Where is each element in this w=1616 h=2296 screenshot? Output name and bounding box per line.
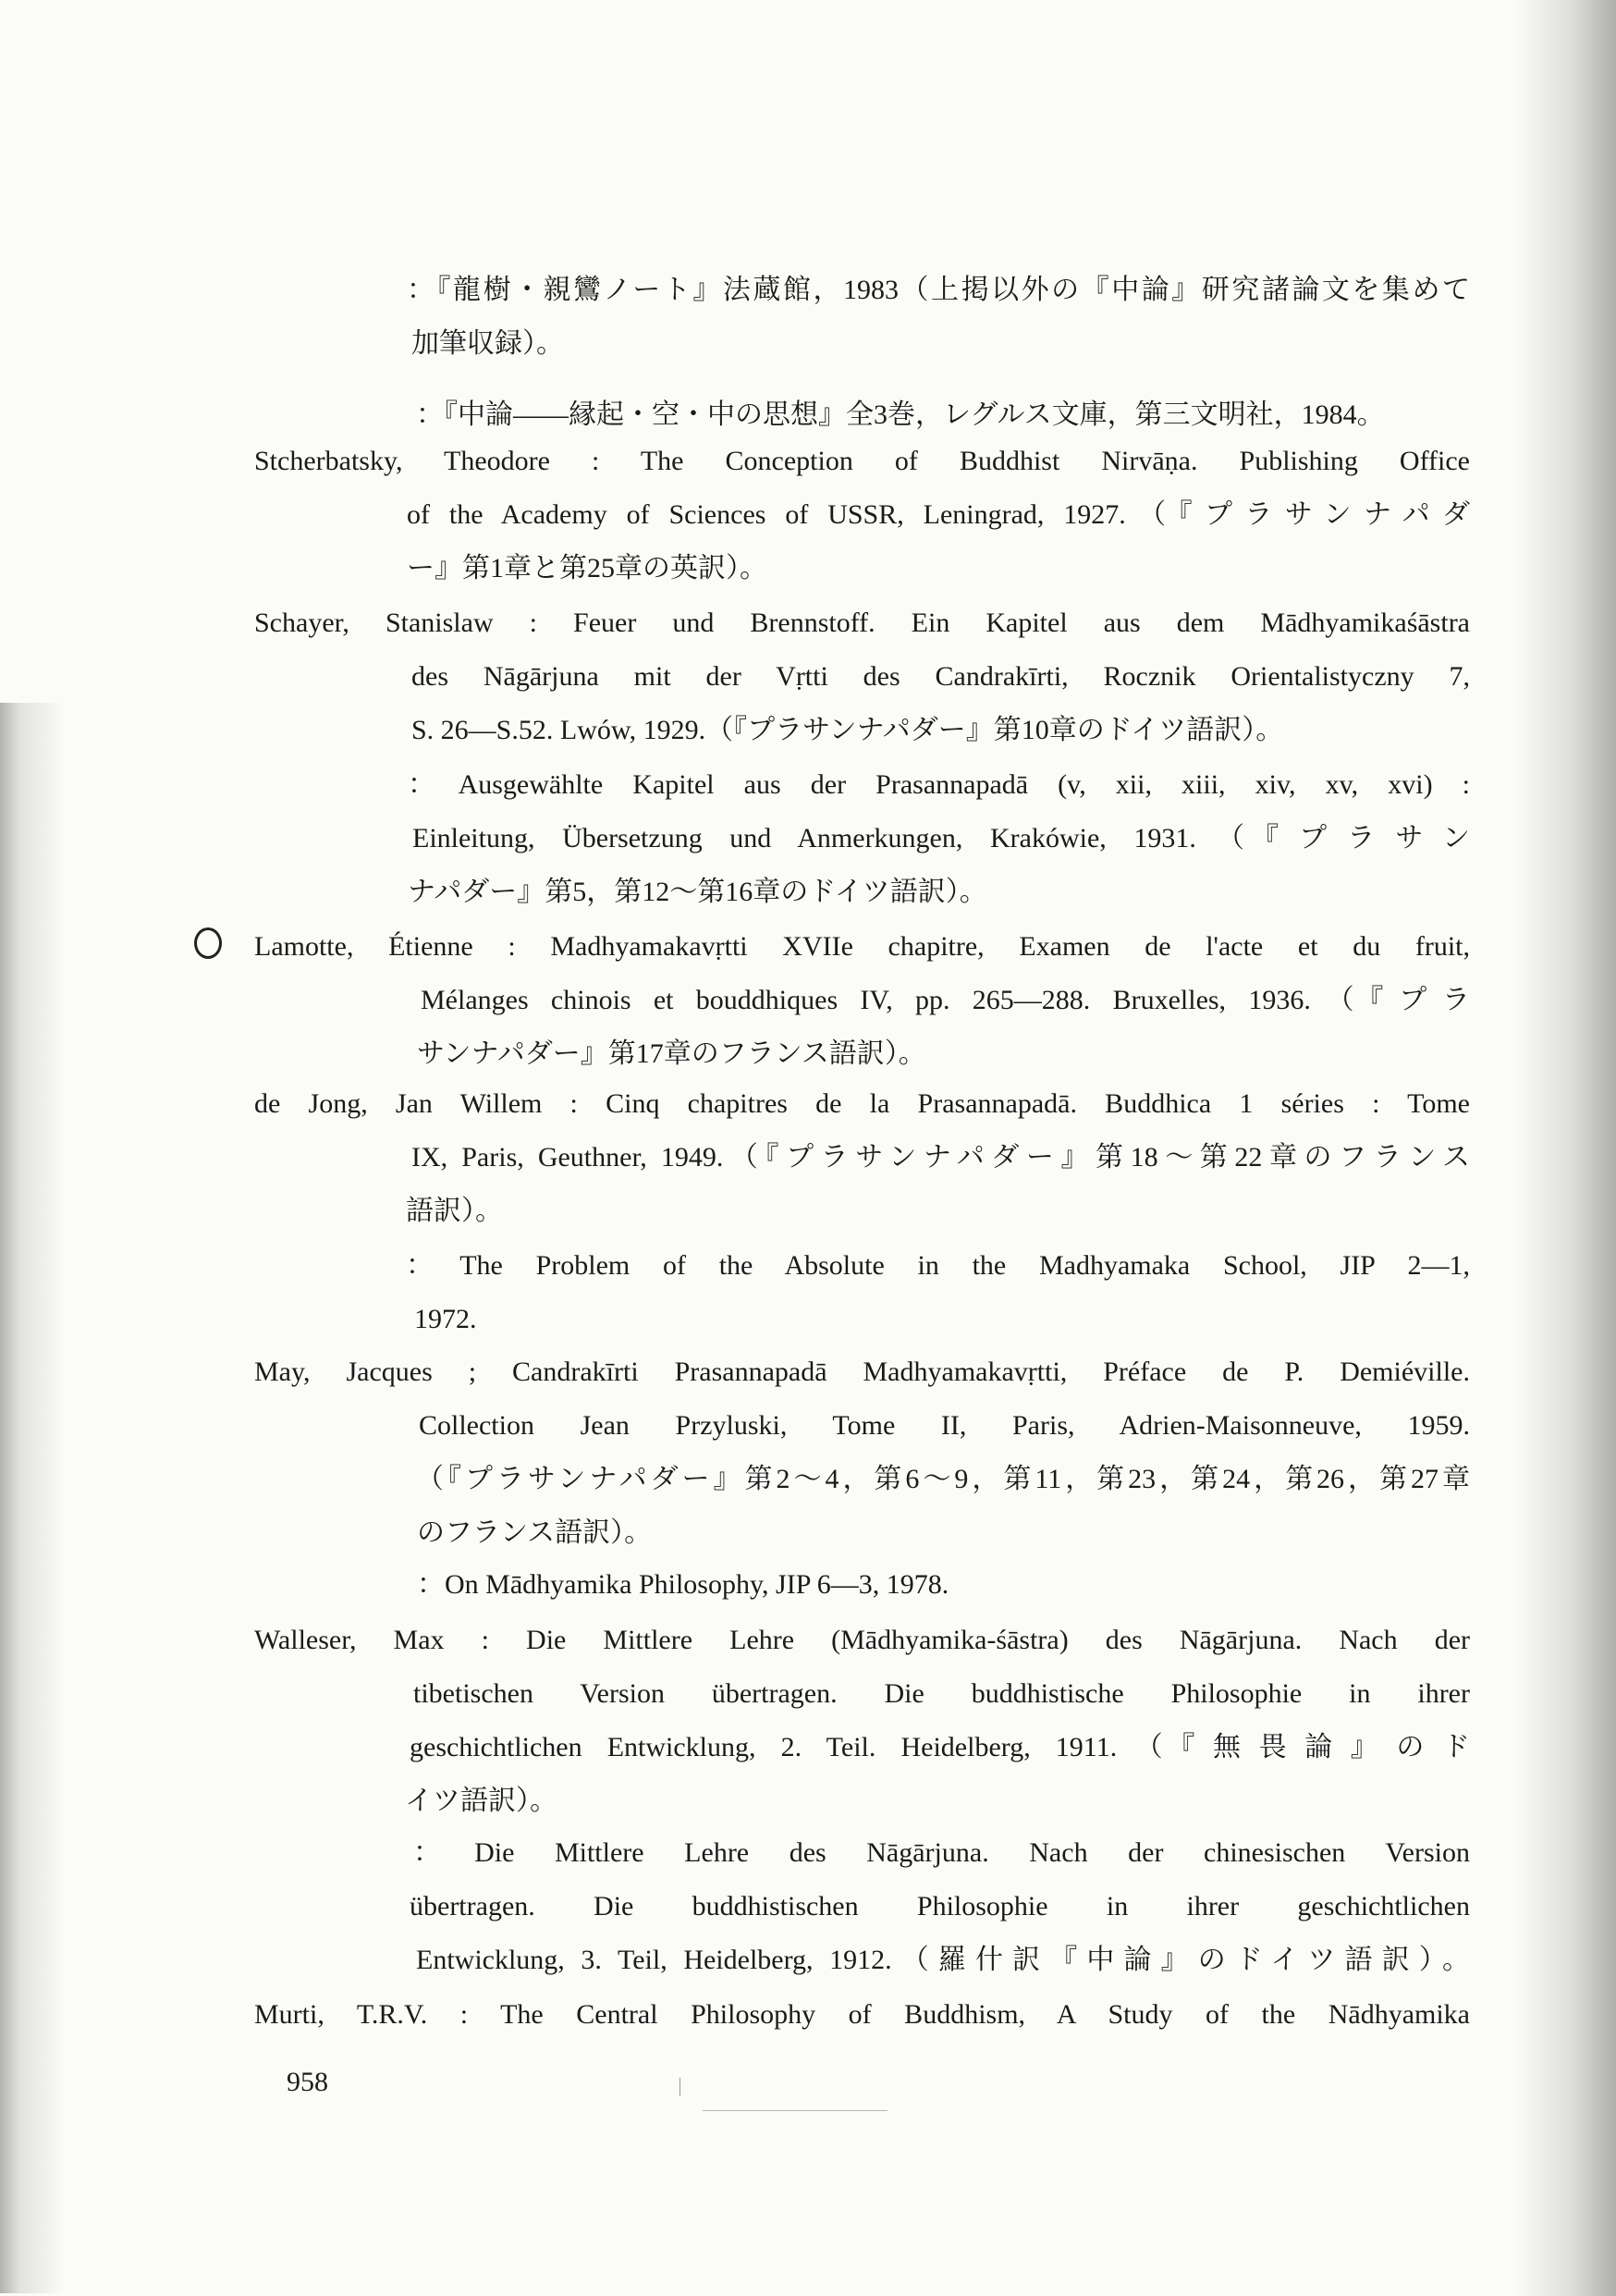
bib-entry-walleser (254, 1614, 1470, 1828)
bib-line: tibetischen Version übertragen. Die buddhistische Philosophie in ihrer (413, 1678, 1470, 1709)
bib-line: Entwicklung, 3. Teil, Heidelberg, 1912.（羅什訳『中論』のドイツ語訳）。 (416, 1945, 1470, 1975)
bib-line: übertragen. Die buddhistischen Philosophie in ihrer geschichtlichen (410, 1891, 1470, 1922)
bib-entry-de-jong-2 (254, 1239, 1470, 1346)
bib-line: （『プラサンナパダー』第2〜4，第6〜9，第11，第23，第24，第26，第27章 (416, 1464, 1470, 1494)
bib-line: サンナパダー』第17章のフランス語訳）。 (417, 1038, 926, 1069)
bib-line: Collection Jean Przyluski, Tome II, Paris, Adrien-Maisonneuve, 1959. (419, 1410, 1470, 1441)
bib-line: geschichtlichen Entwicklung, 2. Teil. Heidelberg, 1911.（『無畏論』のド (410, 1732, 1470, 1762)
bib-entry-ryuju-note (254, 264, 1470, 371)
bib-line: ：Ausgewählte Kapitel aus der Prasannapadā (v, xii, xiii, xiv, xv, xvi) : (408, 769, 1470, 800)
bib-line: ：Die Mittlere Lehre des Nāgārjuna. Nach der chinesischen Version (413, 1837, 1470, 1868)
scan-shadow-left (0, 703, 65, 2293)
margin-circle-mark (194, 927, 222, 959)
page-number: 958 (287, 2067, 328, 2097)
bib-entry-may (254, 1345, 1470, 1560)
bib-line: Lamotte, Étienne : Madhyamakavṛtti XVIIe chapitre, Examen de l'acte et du fruit, (254, 931, 1470, 962)
scan-artifact-line (703, 2110, 888, 2111)
bib-line: May, Jacques ; Candrakīrti Prasannapadā Madhyamakavṛtti, Préface de P. Demiéville. (254, 1357, 1470, 1387)
bib-line: de Jong, Jan Willem : Cinq chapitres de la Prasannapadā. Buddhica 1 séries : Tome (254, 1088, 1470, 1119)
bib-entry-murti (254, 1988, 1470, 2042)
bib-entry-de-jong (254, 1077, 1470, 1238)
bib-line: S. 26—S.52. Lwów, 1929.（『プラサンナパダー』第10章のドイツ語訳）。 (411, 715, 1284, 745)
bib-entry-walleser-2 (254, 1826, 1470, 1987)
bib-line: IX, Paris, Geuthner, 1949.（『プラサンナパダー』第18〜第22章のフランス (411, 1142, 1470, 1173)
bib-line: ：The Problem of the Absolute in the Madhyamaka School, JIP 2—1, (406, 1250, 1470, 1281)
bib-line: ：『中論——縁起・空・中の思想』全3巻，レグルス文庫，第三文明社，1984。 (416, 399, 1385, 430)
bib-entry-schayer-2 (254, 758, 1470, 919)
bib-entry-schayer (254, 596, 1470, 757)
bib-line: Stcherbatsky, Theodore : The Conception of Buddhist Nirvāṇa. Publishing Office (254, 446, 1470, 476)
bib-entry-lamotte (254, 920, 1470, 1081)
bib-line: のフランス語訳）。 (417, 1517, 653, 1548)
bib-line: Schayer, Stanislaw : Feuer und Brennstoff. Ein Kapitel aus dem Mādhyamikaśāstra (254, 608, 1470, 638)
bib-entry-stcherbatsky (254, 435, 1470, 595)
bib-line: Mélanges chinois et bouddhiques IV, pp. 265—288. Bruxelles, 1936.（『プラ (421, 985, 1470, 1015)
scan-shadow-right (1514, 0, 1616, 2296)
bib-line: 加筆収録）。 (411, 328, 564, 359)
bib-line: Einleitung, Übersetzung und Anmerkungen, Krakówie, 1931.（『プラサン (412, 823, 1470, 853)
bib-line: of the Academy of Sciences of USSR, Leningrad, 1927.（『プラサンナパダ (407, 499, 1470, 530)
bib-line: Murti, T.R.V. : The Central Philosophy of Buddhism, A Study of the Nādhyamika (254, 1999, 1470, 2030)
scan-artifact-tick (679, 2078, 680, 2096)
bib-line: イツ語訳）。 (405, 1786, 557, 1816)
bib-line: 1972. (414, 1304, 477, 1334)
bib-line: ：On Mādhyamika Philosophy, JIP 6—3, 1978. (417, 1569, 949, 1600)
bib-line: ナパダー』第5，第12〜第16章のドイツ語訳）。 (408, 877, 987, 907)
bib-line: ：『龍樹・親鸞ノート』法蔵館，1983（上掲以外の『中論』研究諸論文を集めて (407, 275, 1470, 305)
bib-line: ー』第1章と第25章の英訳）。 (407, 553, 767, 583)
bib-entry-may-2 (254, 1558, 1470, 1612)
bib-line: Walleser, Max : Die Mittlere Lehre (Mādhyamika-śāstra) des Nāgārjuna. Nach der (254, 1625, 1470, 1655)
bib-line: des Nāgārjuna mit der Vṛtti des Candrakīrti, Rocznik Orientalistyczny 7, (411, 661, 1470, 692)
bib-line: 語訳）。 (406, 1196, 503, 1226)
